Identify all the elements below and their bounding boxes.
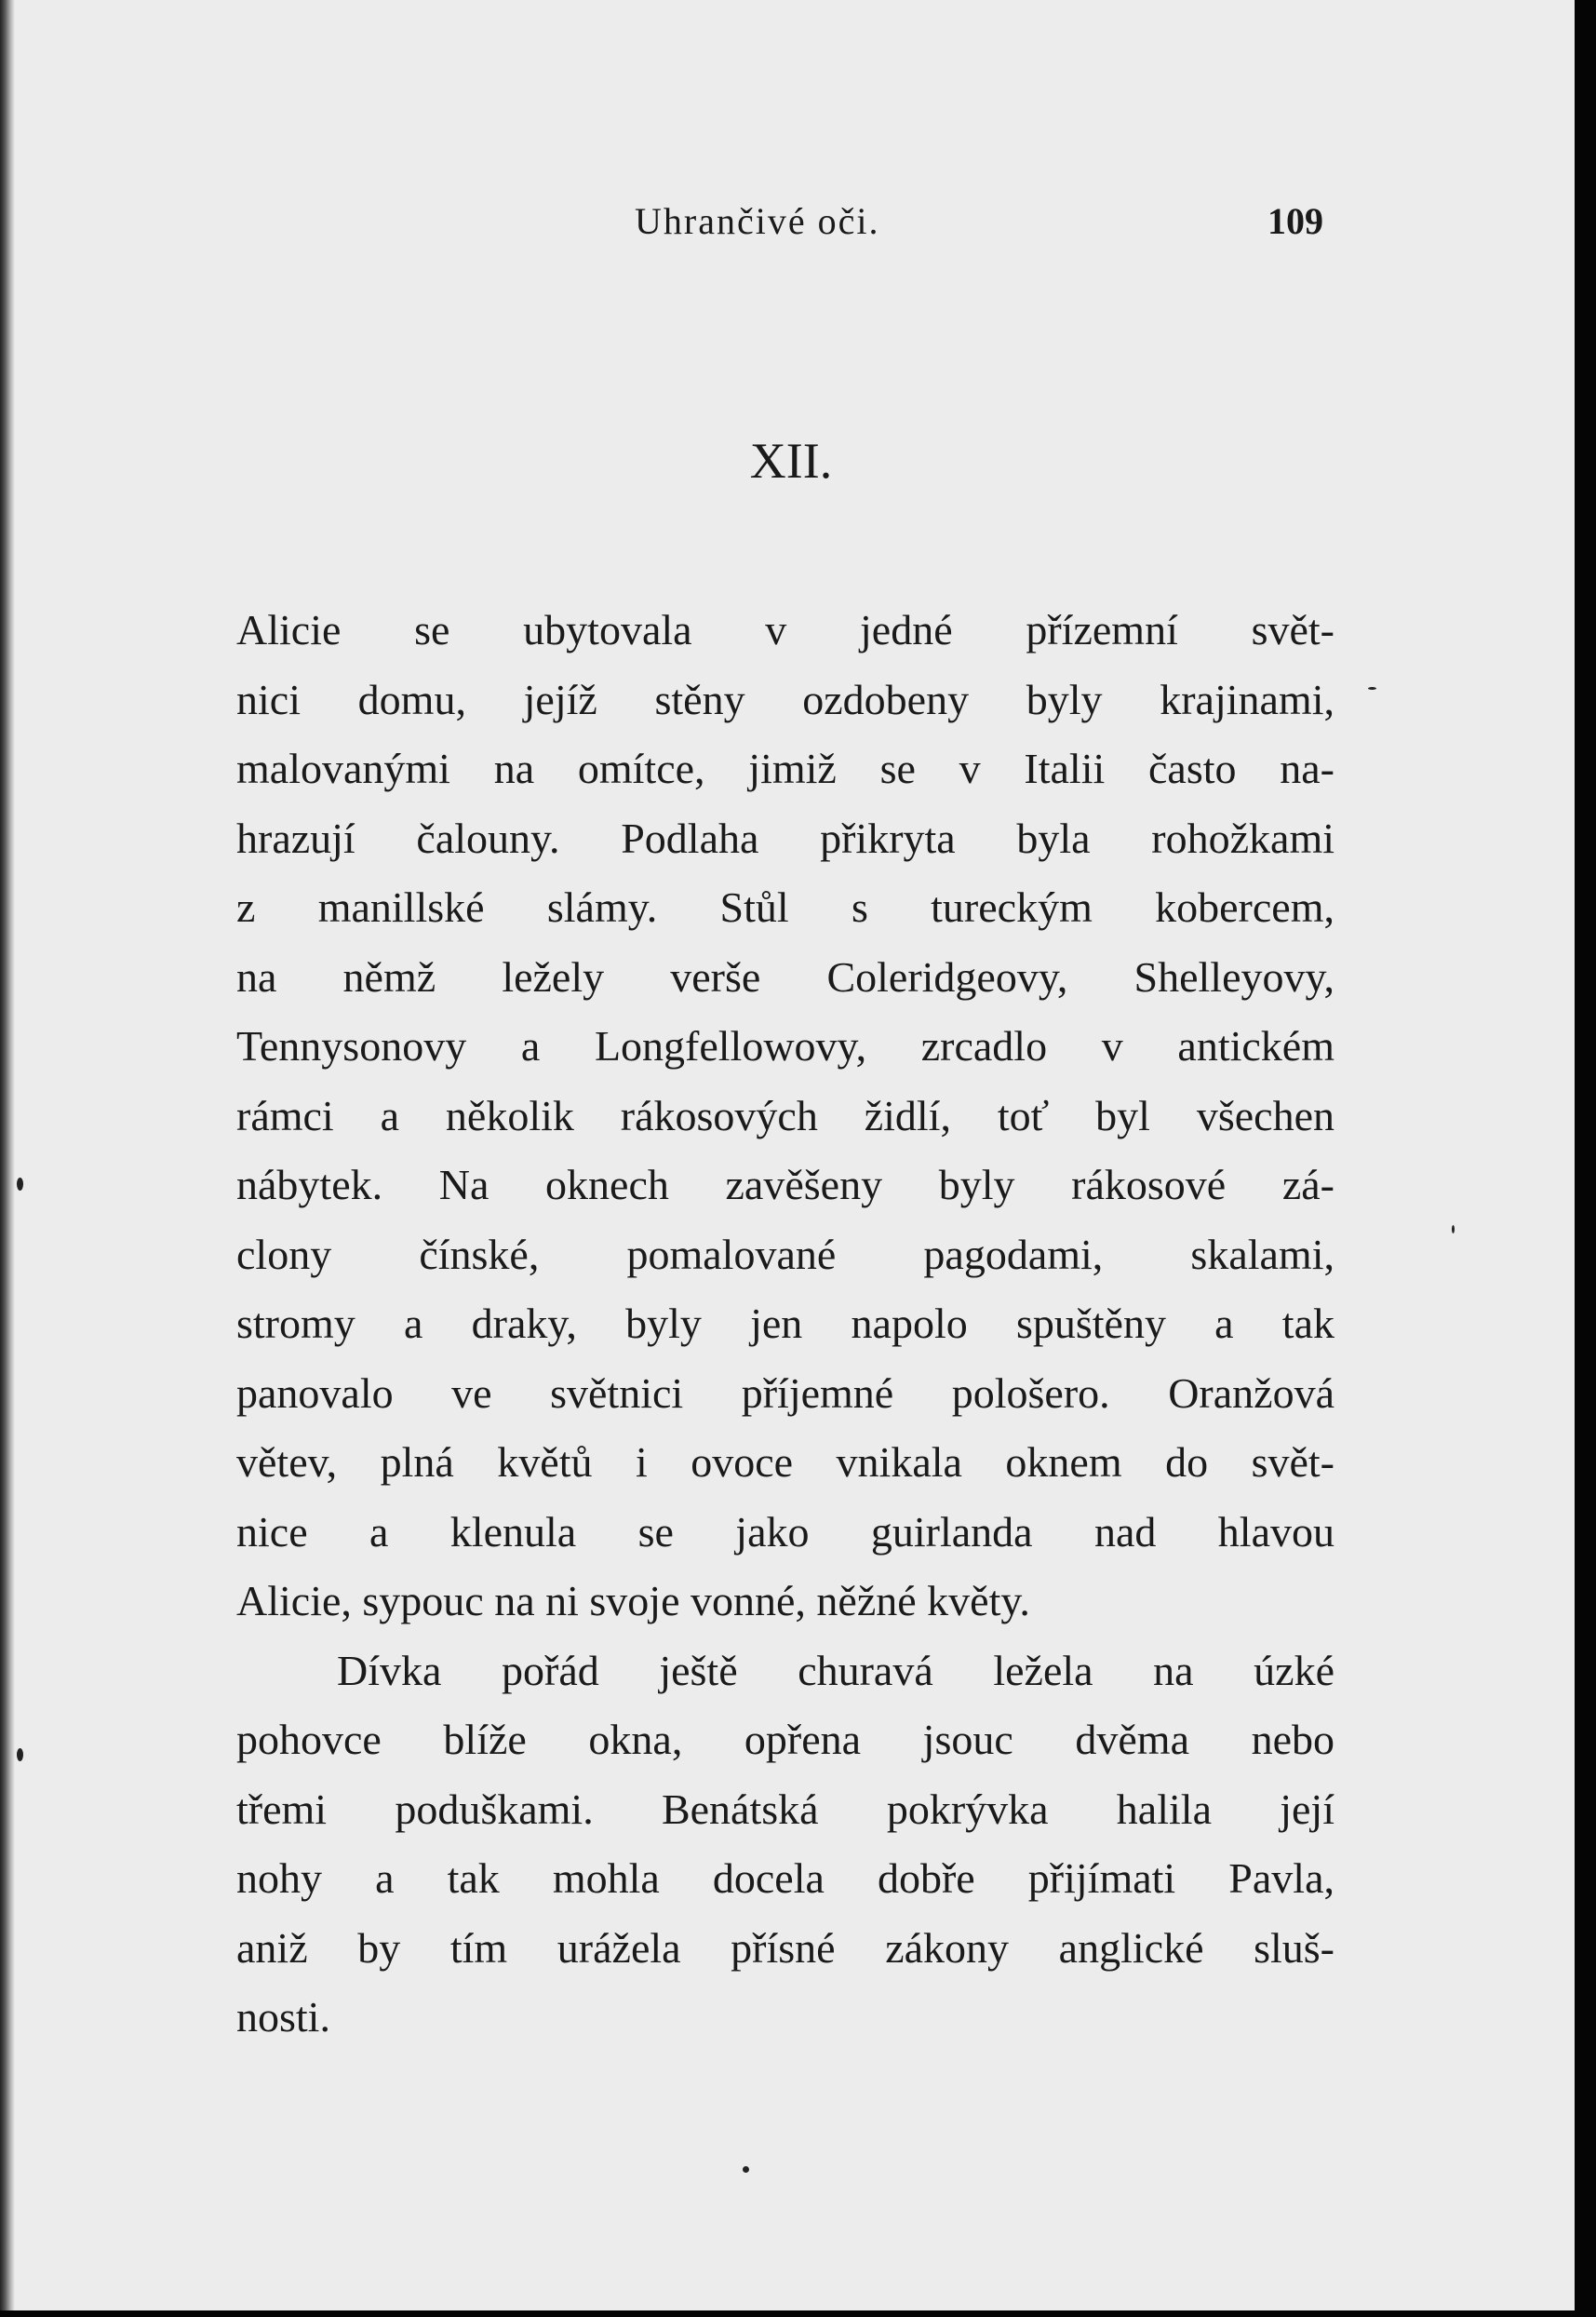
text-line: Dívka pořád ještě churavá ležela na úzké	[337, 1646, 1334, 1694]
text-line: rámci a několik rákosových židlí, toť byl všechen	[236, 1091, 1334, 1139]
text-line: nice a klenula se jako guirlanda nad hlavou	[236, 1507, 1334, 1556]
body-text	[236, 596, 1334, 2053]
text-line: z manillské slámy. Stůl s tureckým kobercem,	[236, 883, 1334, 931]
scan-speck	[17, 1178, 23, 1191]
text-line: nosti.	[236, 1993, 330, 2041]
running-header	[0, 199, 1575, 255]
text-line: clony čínské, pomalované pagodami, skalami,	[236, 1230, 1334, 1278]
text-line: panovalo ve světnici příjemné pološero. Oranžová	[236, 1368, 1334, 1417]
chapter-heading: XII.	[749, 433, 833, 489]
text-line: Alicie, sypouc na ni svoje vonné, něžné květy.	[236, 1577, 1030, 1624]
text-line: nábytek. Na oknech zavěšeny byly rákosové zá-	[236, 1161, 1334, 1208]
running-title: Uhrančivé oči.	[635, 200, 880, 242]
text-line: nohy a tak mohla docela dobře přijímati Pavla,	[236, 1854, 1334, 1902]
text-line: pohovce blíže okna, opřena jsouc dvěma nebo	[236, 1716, 1334, 1763]
scan-border-bottom	[0, 2310, 1596, 2317]
text-line: třemi poduškami. Benátská pokrývka halila její	[236, 1785, 1334, 1833]
page-number: 109	[1267, 200, 1323, 242]
paragraph	[236, 596, 1334, 1637]
scan-speck	[17, 1748, 23, 1761]
scan-speck	[1452, 1225, 1455, 1233]
text-line: malovanými na omítce, jimiž se v Italii často na-	[236, 745, 1334, 792]
paragraph	[236, 1637, 1334, 2053]
page-left-shadow	[0, 0, 15, 2310]
text-line: nici domu, jejíž stěny ozdobeny byly krajinami,	[236, 675, 1334, 723]
text-line: na němž ležely verše Coleridgeovy, Shelleyovy,	[236, 952, 1334, 1001]
text-line: větev, plná květů i ovoce vnikala oknem do svět-	[236, 1438, 1334, 1486]
text-line: Alicie se ubytovala v jedné přízemní svět-	[236, 606, 1334, 653]
scan-speck	[743, 2166, 749, 2173]
text-line: stromy a draky, byly jen napolo spuštěny a tak	[236, 1300, 1334, 1347]
text-line: aniž by tím urážela přísné zákony anglické sluš-	[236, 1923, 1334, 1972]
text-line: Tennysonovy a Longfellowovy, zrcadlo v antickém	[236, 1022, 1334, 1070]
scan-border-right	[1575, 0, 1596, 2317]
text-line: hrazují čalouny. Podlaha přikryta byla rohožkami	[236, 814, 1334, 862]
scan-speck	[1368, 687, 1376, 690]
